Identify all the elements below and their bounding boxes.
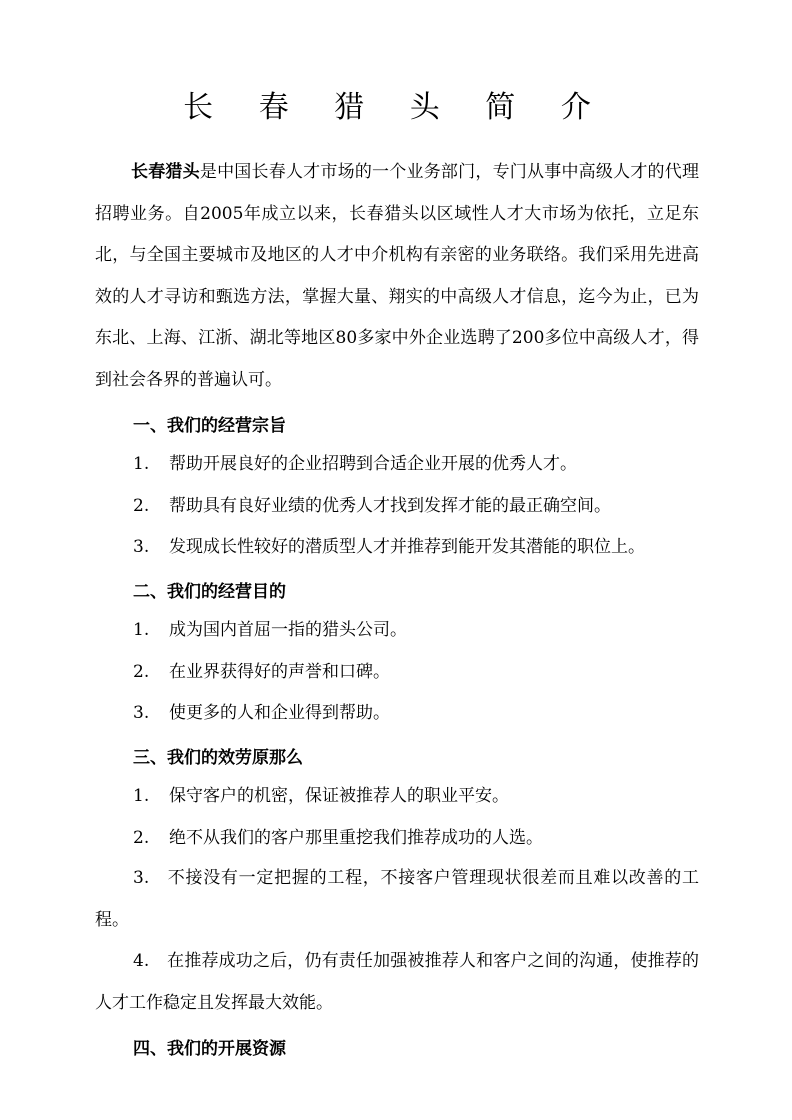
section-heading-1: 一、我们的经营宗旨 <box>133 416 286 436</box>
intro-paragraph <box>95 152 699 401</box>
list-item <box>133 701 699 725</box>
item-number: 1. <box>133 620 150 640</box>
item-number: 3. <box>133 703 150 723</box>
item-number: 2. <box>133 828 150 848</box>
item-text: 在业界获得好的声誉和口碑。 <box>169 662 390 682</box>
item-text: 成为国内首屈一指的猎头公司。 <box>169 620 407 640</box>
item-number: 1. <box>133 454 150 474</box>
item-number: 4. <box>133 951 150 971</box>
list-item <box>133 494 699 518</box>
list-item <box>95 941 699 1024</box>
intro-text: 是中国长春人才市场的一个业务部门，专门从事中高级人才的代理招聘业务。自2005年成立以来，长春猎头以区域性人才大市场为依托，立足东北，与全国主要城市及地区的人才中介机构有亲密的业务联络。我们采用先进高效的人才寻访和甄选方法，掌握大量、翔实的中高级人才信息，迄今为止，已为东北、上海、江浙、湖北等地区80多家中外企业选聘了200多位中高级人才，得到社会各界的普遍认可。 <box>95 162 699 390</box>
item-text: 保守客户的机密，保证被推荐人的职业平安。 <box>169 786 509 806</box>
list-item <box>133 535 699 559</box>
section-heading-3: 三、我们的效劳原那么 <box>133 748 303 768</box>
section-heading-2: 二、我们的经营目的 <box>133 582 286 602</box>
item-number: 2. <box>133 496 150 516</box>
item-text: 使更多的人和企业得到帮助。 <box>169 703 390 723</box>
item-text: 帮助开展良好的企业招聘到合适企业开展的优秀人才。 <box>169 454 577 474</box>
item-number: 1. <box>133 786 150 806</box>
list-item <box>133 826 699 850</box>
item-text: 在推荐成功之后，仍有责任加强被推荐人和客户之间的沟通，使推荐的人才工作稳定且发挥最大效能。 <box>95 951 699 1013</box>
intro-lead: 长春猎头 <box>131 162 200 182</box>
section-heading-4: 四、我们的开展资源 <box>133 1039 286 1059</box>
item-text: 不接没有一定把握的工程，不接客户管理现状很差而且难以改善的工程。 <box>95 868 699 930</box>
item-number: 3. <box>133 537 150 557</box>
list-item <box>133 784 699 808</box>
item-text: 绝不从我们的客户那里重挖我们推荐成功的人选。 <box>169 828 543 848</box>
page-title: 长 春 猎 头 简 介 <box>183 90 609 125</box>
item-text: 发现成长性较好的潜质型人才并推荐到能开发其潜能的职位上。 <box>169 537 645 557</box>
list-item <box>95 858 699 941</box>
list-item <box>133 452 699 476</box>
item-text: 帮助具有良好业绩的优秀人才找到发挥才能的最正确空间。 <box>169 496 611 516</box>
list-item <box>133 618 699 642</box>
item-number: 3. <box>133 868 150 888</box>
list-item <box>133 660 699 684</box>
item-number: 2. <box>133 662 150 682</box>
